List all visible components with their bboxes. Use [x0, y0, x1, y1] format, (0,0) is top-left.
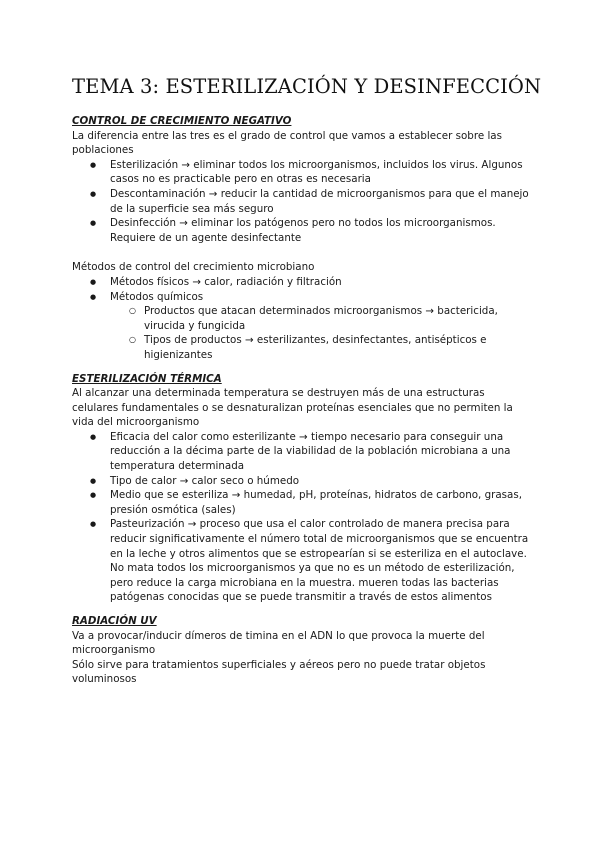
list-item: ● Medio que se esteriliza → humedad, pH, proteínas, hidratos de carbono, grasas, presión osmótica (sales) — [72, 488, 532, 517]
list-item: ● Desinfección → eliminar los patógenos pero no todos los microorganismos. Requiere de un agente desinfectante — [72, 216, 532, 245]
methods-intro: Métodos de control del crecimiento microbiano — [72, 261, 315, 274]
section-intro-thermal: Al alcanzar una determinada temperatura se destruyen más de una estructuras celulares fundamentales o se desnaturalizan proteínas esenciales que no permiten la vida del microorganismo — [72, 387, 513, 429]
sub-list-item: ○ Productos que atacan determinados microorganismos → bactericida, virucida y fungicida — [72, 304, 532, 333]
section-intro-control: La diferencia entre las tres es el grado de control que vamos a establecer sobre las poblaciones — [72, 129, 502, 157]
chemical-label: Métodos químicos — [110, 290, 204, 303]
control-types-list — [72, 158, 532, 246]
uv-paragraph-2: Sólo sirve para tratamientos superficiales y aéreos pero no puede tratar objetos voluminosos — [72, 658, 486, 686]
page-title: TEMA 3: ESTERILIZACIÓN Y DESINFECCIÓN — [72, 75, 542, 98]
section-heading-thermal: ESTERILIZACIÓN TÉRMICA — [72, 372, 222, 385]
list-item: ● Eficacia del calor como esterilizante → tiempo necesario para conseguir una reducción a la décima parte de la viabilidad de la población microbiana a una temperatura determinada — [72, 430, 532, 474]
list-item: ● Métodos físicos → calor, radiación y filtración — [72, 275, 532, 290]
list-item: ● Tipo de calor → calor seco o húmedo — [72, 474, 532, 489]
list-item: ● Pasteurización → proceso que usa el calor controlado de manera precisa para reducir significativamente el número total de microorganismos que se encuentra en la leche y otros alimentos que se estropearían si se esteriliza en el autoclave. No mata todos los microorganismos ya que no es un método de esterilización, pero reduce la carga microbiana en la muestra. mueren todas las bacterias patógenas conocidas que se puede transmitir a través de estos alimentos — [72, 517, 532, 605]
section-heading-control: CONTROL DE CRECIMIENTO NEGATIVO — [72, 115, 292, 127]
list-item: ● Descontaminación → reducir la cantidad de microorganismos para que el manejo de la superficie sea más seguro — [72, 187, 532, 216]
sub-list-item: ○ Tipos de productos → esterilizantes, desinfectantes, antisépticos e higienizantes — [72, 333, 532, 362]
thermal-list — [72, 430, 532, 605]
section-heading-uv: RADIACIÓN UV — [72, 615, 157, 627]
methods-list — [72, 275, 532, 304]
uv-paragraph-1: Va a provocar/inducir dímeros de timina en el ADN lo que provoca la muerte del microorganismo — [72, 629, 485, 657]
list-item: ● Esterilización → eliminar todos los microorganismos, incluidos los virus. Algunos casos no es practicable pero en otras es necesaria — [72, 158, 532, 187]
list-item-chemical — [72, 290, 532, 305]
chemical-sublist — [72, 304, 532, 362]
document-body — [72, 114, 532, 687]
